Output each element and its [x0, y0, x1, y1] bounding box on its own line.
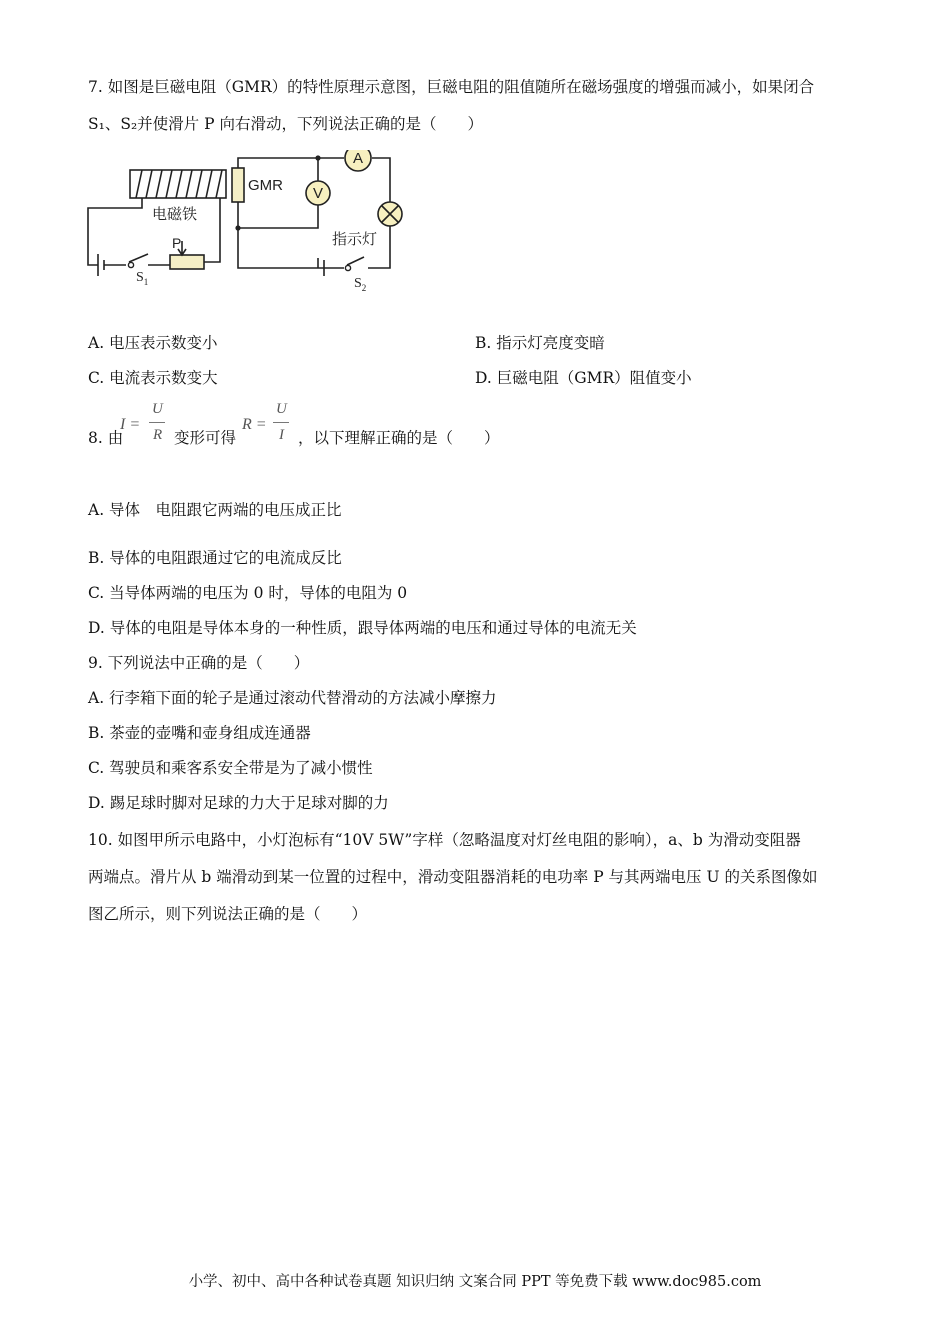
q8-mid-text: 变形可得	[174, 429, 237, 447]
q7-option-a: A. 电压表示数变小	[88, 334, 218, 352]
q8-prefix: 8. 由	[88, 429, 124, 447]
slider-label: P	[172, 235, 182, 251]
q7-option-b: B. 指示灯亮度变暗	[475, 334, 605, 352]
q9-option-b: B. 茶壶的壶嘴和壶身组成连通器	[88, 724, 311, 742]
q8-option-b: B. 导体的电阻跟通过它的电流成反比	[88, 549, 342, 567]
q8-option-c: C. 当导体两端的电压为 0 时，导体的电阻为 0	[88, 584, 408, 602]
q10-stem-line3: 图乙所示，则下列说法正确的是（ ）	[88, 905, 368, 923]
q7-stem-line1: 7. 如图是巨磁电阻（GMR）的特性原理示意图，巨磁电阻的阻值随所在磁场强度的增强而减小，如果闭合	[88, 78, 815, 96]
gmr-label: GMR	[248, 177, 283, 194]
q8-formula-resistance: R = U I	[242, 400, 294, 450]
q10-stem-line1: 10. 如图甲所示电路中，小灯泡标有“10V 5W”字样（忽略温度对灯丝电阻的影响），a、b 为滑动变阻器	[88, 831, 801, 849]
q8-formula-ohm: I = U R	[120, 400, 170, 450]
q10-stem-line2: 两端点。滑片从 b 端滑动到某一位置的过程中，滑动变阻器消耗的电功率 P 与其两端电压 U 的关系图像如	[88, 868, 818, 886]
lamp-label: 指示灯	[332, 230, 378, 248]
q7-option-d: D. 巨磁电阻（GMR）阻值变小	[475, 369, 692, 387]
q8-option-d: D. 导体的电阻是导体本身的一种性质，跟导体两端的电压和通过导体的电流无关	[88, 619, 637, 637]
electromagnet-label: 电磁铁	[152, 205, 198, 223]
switch-s1-label: $S_1$	[136, 270, 149, 287]
q7-circuit-diagram	[86, 150, 416, 300]
q8-suffix: ，以下理解正确的是（ ）	[298, 429, 500, 447]
q7-option-c: C. 电流表示数变大	[88, 369, 218, 387]
q7-stem-line2: S₁、S₂并使滑片 P 向右滑动，下列说法正确的是（ ）	[88, 115, 483, 133]
page-footer: 小学、初中、高中各种试卷真题 知识归纳 文案合同 PPT 等免费下载 www.doc985.com	[188, 1274, 762, 1290]
q9-option-c: C. 驾驶员和乘客系安全带是为了减小惯性	[88, 759, 373, 777]
ammeter-label: A	[353, 150, 364, 167]
switch-s2-label: $S_2$	[354, 276, 367, 293]
q9-option-a: A. 行李箱下面的轮子是通过滚动代替滑动的方法减小摩擦力	[88, 689, 497, 707]
q8-option-a: A. 导体 电阻跟它两端的电压成正比	[88, 501, 342, 519]
voltmeter-label: V	[313, 185, 324, 202]
q9-option-d: D. 踢足球时脚对足球的力大于足球对脚的力	[88, 794, 389, 812]
q9-stem: 9. 下列说法中正确的是（ ）	[88, 654, 310, 672]
